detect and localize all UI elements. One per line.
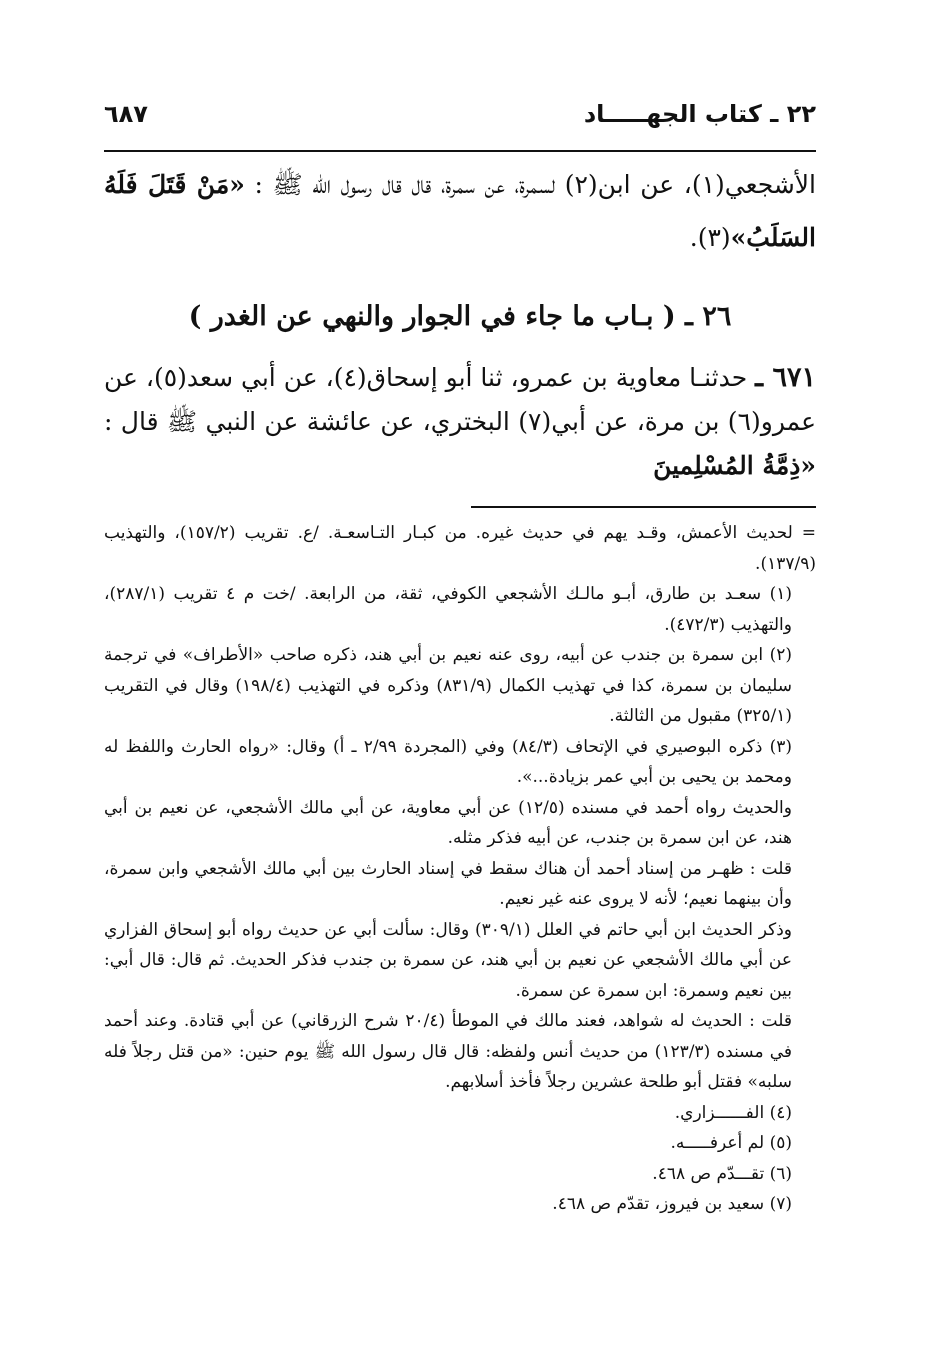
chapter-title: ٢٦ ـ ( بـاب ما جاء في الجوار والنهي عن الغدر ): [188, 301, 732, 332]
page-number: ٦٨٧: [104, 100, 148, 128]
footnote-1: (١) سعـد بن طارق، أبـو مالـك الأشجعي الكوفي، ثقة، من الرابعة. /خت م ٤ تقريب (٢٨٧/١)، والتهذيب (٤٧٢/٣).: [104, 584, 793, 635]
footnote-divider: [471, 506, 816, 508]
footnote-6: (٦) تقـــدّم ص ٤٦٨.: [652, 1163, 792, 1184]
prophetic-quote: «مَنْ قَتَلَ فَلَهُ السَلَبُ»: [104, 170, 816, 252]
header-divider: [104, 150, 816, 152]
footnote-continuation: = لحديث الأعمش، وقـد يهم في حديث غيره. من كبـار التـاسعـة. /ع. تقريب (١٥٧/٢)، والتهذيب (١٣٧/٩).: [104, 523, 816, 574]
continuation-text: الأشجعي(١)، عن ابن(٢) لسمرة، عن سمرة، قال قال رسول الله ﷺ :: [244, 170, 816, 199]
footnote-3-paragraph-4: وذكر الحديث ابن أبي حاتم في العلل (٣٠٩/١) وقال: سألت أبي عن حديث رواه أبو إسحاق الفزاري عن أبي مالك الأشجعي عن نعيم بن أبي هند، عن سمرة بن جندب فذكر الحديث. ثم قال: قال أبي: بين نعيم وسمرة: ابن سمرة عن سمرة.: [104, 919, 792, 1001]
footnotes: [104, 518, 816, 1220]
chapter-heading: ٢٢ ـ كتاب الجهـــــاد: [583, 100, 816, 128]
footnote-3-paragraph-3: قلت : ظهـر من إسناد أحمد أن هناك سقط في إسناد الحارث بين أبي مالك الأشجعي وابن سمرة، وأن بينهما نعيم؛ لأنه لا يروى عنه غير نعيم.: [104, 858, 792, 909]
hadith-paragraph: [104, 356, 816, 488]
hadith-text: حدثنـا معاوية بن عمرو، ثنا أبو إسحاق(٤)، عن أبي سعد(٥)، عن عمرو(٦) بن مرة، عن أبي(٧) البختري، عن عائشة عن النبي ﷺ قال :: [104, 363, 817, 436]
running-header: [104, 100, 816, 142]
hadith-number: ٦٧١ ـ: [755, 362, 816, 393]
footnote-4: (٤) الفــــــزاري.: [674, 1102, 792, 1123]
footnote-2: (٢) ابن سمرة بن جندب عن أبيه، روى عنه نعيم بن أبي هند، ذكره صاحب «الأطراف» في ترجمة سليمان بن سمرة، كذا في تهذيب الكمال (٨٣١/٩) وذكره في التهذيب (١٩٨/٤) وقال في التقريب (٣٢٥/١) مقبول من الثالثة.: [104, 645, 792, 726]
book-page: [104, 100, 816, 1220]
footnote-7: (٧) سعيد بن فيروز، تقدّم ص ٤٦٨.: [552, 1194, 792, 1214]
hadith-quote: «ذِمَّةُ المُسْلِمينَ: [653, 451, 816, 480]
main-text: [104, 158, 816, 264]
footnote-3: (٣) ذكره البوصيري في الإتحاف (٨٤/٣) وفي (المجردة ٢/٩٩ ـ أ) وقال: «رواه الحارث واللفظ له ومحمد بن يحيى بن أبي عمر بزيادة...».: [104, 736, 792, 787]
continuation-end: (٣).: [689, 223, 731, 252]
footnote-5: (٥) لم أعرفـــــه.: [670, 1133, 792, 1153]
continuation-paragraph: [104, 158, 816, 264]
short-footnotes: [104, 1098, 816, 1220]
footnote-3-paragraph-5: قلت : الحديث له شواهد، فعند مالك في الموطأ (٢٠/٤ شرح الزرقاني) عن أبي قتادة. وعند أحمد في مسنده (١٢٣/٣) من حديث أنس ولفظه: قال قال رسول الله ﷺ يوم حنين: «من قتل رجلاً فله سلبه» فقتل أبو طلحة عشرين رجلاً فأخذ أسلابهم.: [104, 1011, 793, 1092]
footnote-3-paragraph-2: والحديث رواه أحمد في مسنده (١٢/٥) عن أبي معاوية، عن أبي مالك الأشجعي، عن نعيم بن أبي هند، عن ابن سمرة بن جندب، عن أبيه فذكر مثله.: [104, 797, 792, 848]
